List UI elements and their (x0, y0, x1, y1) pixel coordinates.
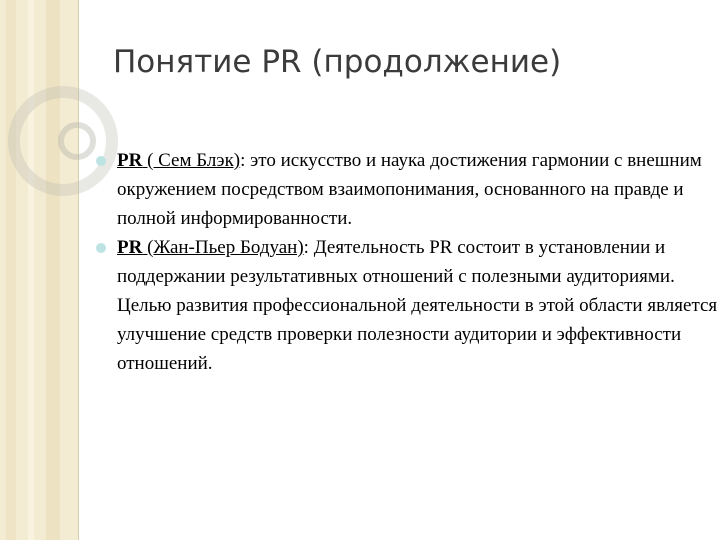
bullet-icon (96, 156, 106, 166)
decorative-side-band (0, 0, 79, 540)
side-stripe (6, 0, 16, 540)
bullet-term: PR (117, 150, 143, 171)
bullet-term: PR (117, 237, 143, 258)
bullet-text: это искусство и наука достижения гармонии с внешним окружением посредством взаимопонимания, основанного на правде и полной информированности. (117, 150, 702, 229)
bullet-text: Деятельность PR состоит в установлении и поддержании результативных отношений с полезными аудиториями. Целью развития профессиональной деятельности в этой области является улучшение средств проверки полезности аудитории и эффективности отношений. (117, 237, 718, 374)
bullet-colon: : (240, 150, 251, 171)
side-stripe (28, 0, 34, 540)
bullet-item (96, 146, 718, 233)
bullet-colon: : (303, 237, 314, 258)
bullet-icon (96, 243, 106, 253)
side-stripe (46, 0, 60, 540)
bullet-source: ( Сем Блэк) (142, 150, 241, 171)
decorative-ring-small (58, 122, 96, 160)
bullet-list (96, 146, 718, 378)
bullet-item (96, 233, 718, 378)
bullet-source: (Жан-Пьер Бодуан) (142, 237, 304, 258)
slide-title: Понятие PR (продолжение) (113, 44, 562, 80)
